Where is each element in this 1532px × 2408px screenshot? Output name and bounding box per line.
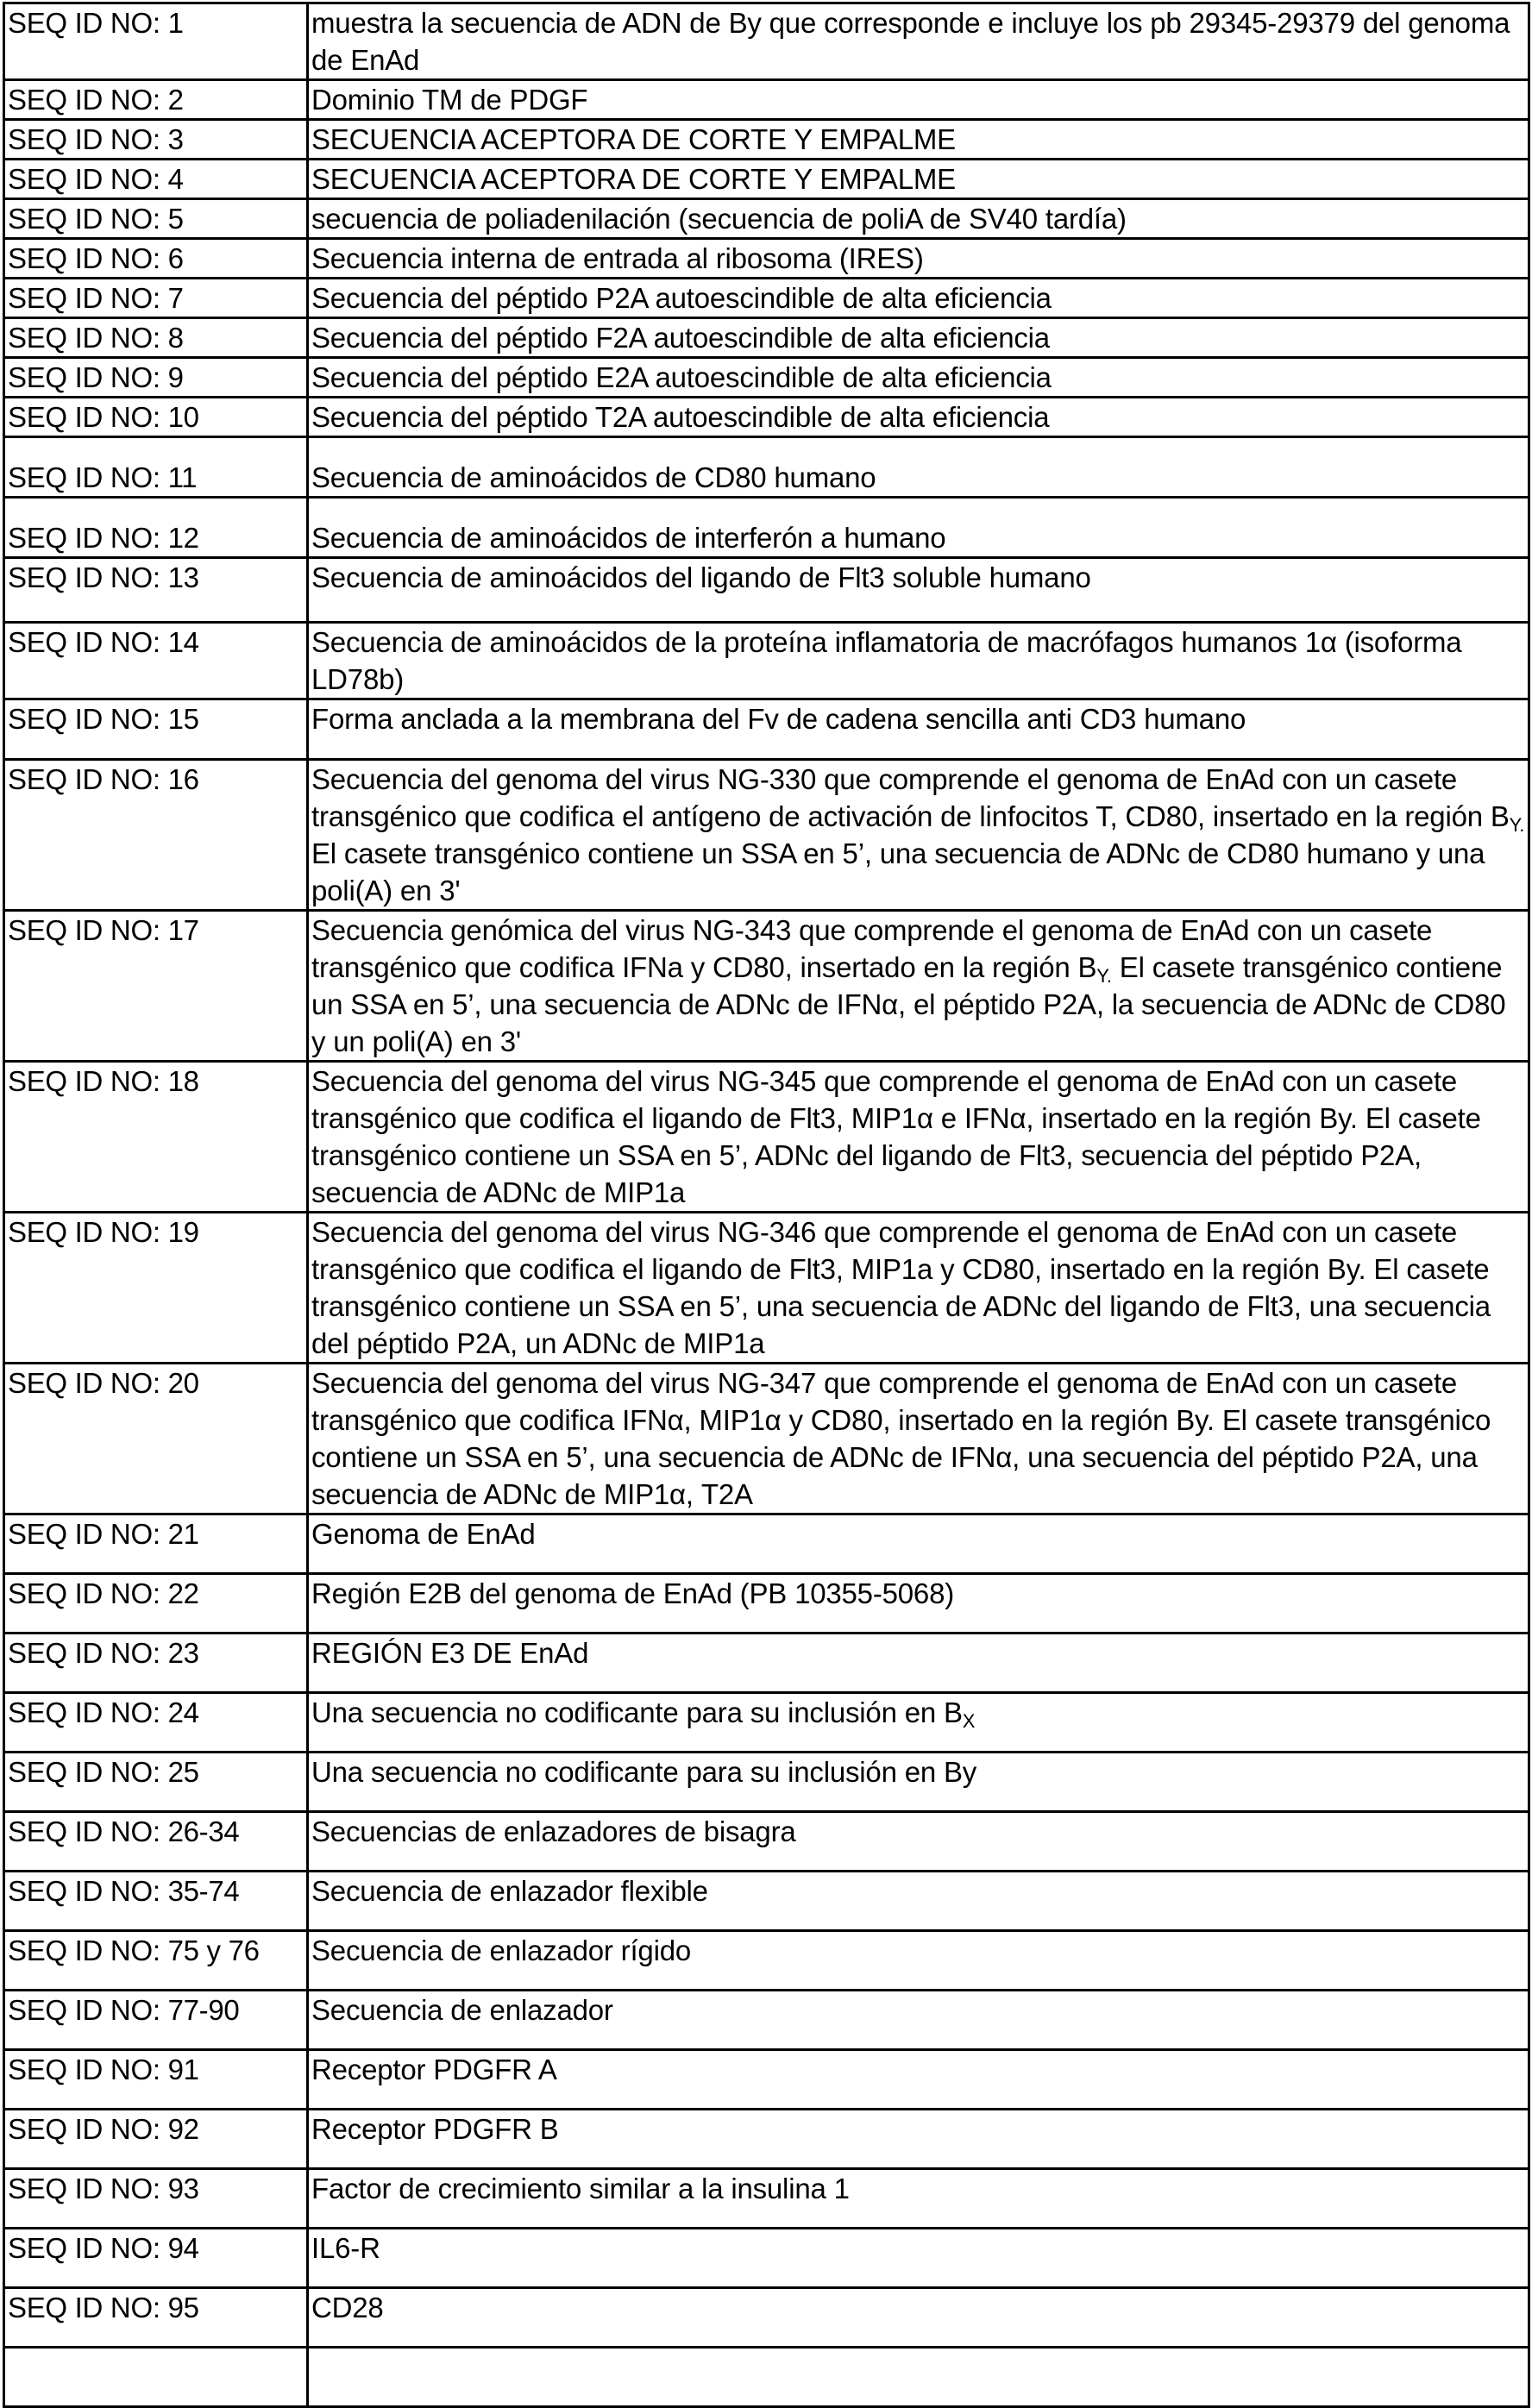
seq-id-cell: SEQ ID NO: 75 y 76 <box>4 1931 308 1991</box>
seq-id-cell: SEQ ID NO: 26-34 <box>4 1812 308 1872</box>
description-cell: Secuencia del genoma del virus NG-347 que comprende el genoma de EnAd con un casete transgénico que codifica IFNα, MIP1α y CD80, insertado en la región By. El casete transgénico contiene un SSA en 5’, una secuencia de ADNc de IFNα, una secuencia del péptido P2A, una secuencia de ADNc de MIP1α, T2A <box>308 1364 1529 1514</box>
seq-id-cell: SEQ ID NO: 21 <box>4 1514 308 1574</box>
description-cell: Secuencia de enlazador rígido <box>308 1931 1529 1991</box>
seq-id-cell: SEQ ID NO: 16 <box>4 760 308 911</box>
seq-id-cell: SEQ ID NO: 17 <box>4 911 308 1062</box>
description-cell: Secuencia del péptido T2A autoescindible de alta eficiencia <box>308 398 1529 437</box>
description-cell: SECUENCIA ACEPTORA DE CORTE Y EMPALME <box>308 120 1529 160</box>
description-cell: Factor de crecimiento similar a la insulina 1 <box>308 2169 1529 2229</box>
table-row <box>4 1693 1529 1753</box>
table-row <box>4 1812 1529 1872</box>
description-cell: Una secuencia no codificante para su inclusión en $B_X$ <box>308 1693 1529 1753</box>
table-row <box>4 699 1529 760</box>
description-cell: Secuencia del genoma del virus NG-330 que comprende el genoma de EnAd con un casete transgénico que codifica el antígeno de activación de linfocitos T, CD80, insertado en la región $B_{Y.}$ El casete transgénico contiene un SSA en 5’, una secuencia de ADNc de CD80 humano y una poli(A) en 3' <box>308 760 1529 911</box>
description-cell: Genoma de EnAd <box>308 1514 1529 1574</box>
description-cell: SECUENCIA ACEPTORA DE CORTE Y EMPALME <box>308 160 1529 199</box>
description-cell: secuencia de poliadenilación (secuencia de poliA de SV40 tardía) <box>308 199 1529 239</box>
table-row <box>4 1062 1529 1213</box>
table-row <box>4 1364 1529 1514</box>
seq-id-cell: SEQ ID NO: 1 <box>4 3 308 80</box>
description-cell <box>308 2348 1529 2407</box>
seq-id-cell: SEQ ID NO: 13 <box>4 558 308 623</box>
seq-id-cell: SEQ ID NO: 22 <box>4 1574 308 1634</box>
table-row <box>4 1574 1529 1634</box>
seq-id-cell: SEQ ID NO: 3 <box>4 120 308 160</box>
table-row <box>4 1991 1529 2050</box>
description-cell: Secuencia genómica del virus NG-343 que comprende el genoma de EnAd con un casete transgénico que codifica IFNa y CD80, insertado en la región $B_{Y.}$ El casete transgénico contiene un SSA en 5’, una secuencia de ADNc de IFNα, el péptido P2A, la secuencia de ADNc de CD80 y un poli(A) en 3' <box>308 911 1529 1062</box>
description-cell: Una secuencia no codificante para su inclusión en By <box>308 1753 1529 1812</box>
table-row <box>4 760 1529 911</box>
table-row <box>4 498 1529 558</box>
seq-id-cell: SEQ ID NO: 2 <box>4 80 308 120</box>
table-row <box>4 80 1529 120</box>
seq-id-cell: SEQ ID NO: 23 <box>4 1634 308 1693</box>
table-row <box>4 279 1529 318</box>
seq-id-cell: SEQ ID NO: 91 <box>4 2050 308 2110</box>
seq-id-cell: SEQ ID NO: 4 <box>4 160 308 199</box>
description-cell: Secuencia del genoma del virus NG-345 que comprende el genoma de EnAd con un casete transgénico que codifica el ligando de Flt3, MIP1α e IFNα, insertado en la región By. El casete transgénico contiene un SSA en 5’, ADNc del ligando de Flt3, secuencia del péptido P2A, secuencia de ADNc de MIP1a <box>308 1062 1529 1213</box>
description-cell: Secuencias de enlazadores de bisagra <box>308 1812 1529 1872</box>
seq-id-cell: SEQ ID NO: 11 <box>4 437 308 498</box>
table-row <box>4 437 1529 498</box>
description-cell: Secuencia del péptido E2A autoescindible de alta eficiencia <box>308 358 1529 398</box>
description-cell: Secuencia de aminoácidos del ligando de Flt3 soluble humano <box>308 558 1529 623</box>
table-row <box>4 2229 1529 2288</box>
seq-id-cell: SEQ ID NO: 8 <box>4 318 308 358</box>
description-cell: Secuencia de enlazador <box>308 1991 1529 2050</box>
table-row <box>4 558 1529 623</box>
seq-id-cell: SEQ ID NO: 93 <box>4 2169 308 2229</box>
table-row <box>4 911 1529 1062</box>
table-row <box>4 623 1529 699</box>
description-cell: Secuencia del péptido F2A autoescindible de alta eficiencia <box>308 318 1529 358</box>
seq-id-cell: SEQ ID NO: 20 <box>4 1364 308 1514</box>
table-row <box>4 3 1529 80</box>
seq-id-cell: SEQ ID NO: 15 <box>4 699 308 760</box>
table-row <box>4 1634 1529 1693</box>
table-row <box>4 1514 1529 1574</box>
description-cell: Secuencia de aminoácidos de la proteína inflamatoria de macrófagos humanos 1α (isoforma LD78b) <box>308 623 1529 699</box>
seq-id-cell: SEQ ID NO: 92 <box>4 2110 308 2169</box>
seq-id-cell: SEQ ID NO: 6 <box>4 239 308 279</box>
table-row <box>4 398 1529 437</box>
description-cell: Secuencia de aminoácidos de interferón a humano <box>308 498 1529 558</box>
description-cell: Región E2B del genoma de EnAd (PB 10355-5068) <box>308 1574 1529 1634</box>
seq-id-cell: SEQ ID NO: 95 <box>4 2288 308 2348</box>
seq-id-cell <box>4 2348 308 2407</box>
table-row <box>4 2348 1529 2407</box>
description-cell: Receptor PDGFR A <box>308 2050 1529 2110</box>
table-row <box>4 318 1529 358</box>
table-row <box>4 160 1529 199</box>
description-cell: IL6-R <box>308 2229 1529 2288</box>
description-cell: Forma anclada a la membrana del Fv de cadena sencilla anti CD3 humano <box>308 699 1529 760</box>
description-cell: muestra la secuencia de ADN de By que corresponde e incluye los pb 29345-29379 del genoma de EnAd <box>308 3 1529 80</box>
seq-id-cell: SEQ ID NO: 9 <box>4 358 308 398</box>
table-row <box>4 239 1529 279</box>
description-cell: Receptor PDGFR B <box>308 2110 1529 2169</box>
description-cell: Secuencia de aminoácidos de CD80 humano <box>308 437 1529 498</box>
seq-id-cell: SEQ ID NO: 24 <box>4 1693 308 1753</box>
seq-id-cell: SEQ ID NO: 14 <box>4 623 308 699</box>
description-cell: CD28 <box>308 2288 1529 2348</box>
table-row <box>4 358 1529 398</box>
description-cell: Dominio TM de PDGF <box>308 80 1529 120</box>
table-row <box>4 2050 1529 2110</box>
description-cell: Secuencia del péptido P2A autoescindible de alta eficiencia <box>308 279 1529 318</box>
seq-id-cell: SEQ ID NO: 94 <box>4 2229 308 2288</box>
seq-id-cell: SEQ ID NO: 12 <box>4 498 308 558</box>
table-row <box>4 1872 1529 1931</box>
seq-id-cell: SEQ ID NO: 25 <box>4 1753 308 1812</box>
seq-id-cell: SEQ ID NO: 77-90 <box>4 1991 308 2050</box>
description-cell: Secuencia del genoma del virus NG-346 que comprende el genoma de EnAd con un casete transgénico que codifica el ligando de Flt3, MIP1a y CD80, insertado en la región By. El casete transgénico contiene un SSA en 5’, una secuencia de ADNc del ligando de Flt3, una secuencia del péptido P2A, un ADNc de MIP1a <box>308 1213 1529 1364</box>
table-row <box>4 199 1529 239</box>
table-row <box>4 1753 1529 1812</box>
table-row <box>4 2169 1529 2229</box>
seq-id-cell: SEQ ID NO: 35-74 <box>4 1872 308 1931</box>
seq-id-cell: SEQ ID NO: 5 <box>4 199 308 239</box>
table-row <box>4 2288 1529 2348</box>
table-row <box>4 1931 1529 1991</box>
table-row <box>4 1213 1529 1364</box>
table-row <box>4 2110 1529 2169</box>
seq-id-cell: SEQ ID NO: 18 <box>4 1062 308 1213</box>
description-cell: Secuencia de enlazador flexible <box>308 1872 1529 1931</box>
seq-id-cell: SEQ ID NO: 10 <box>4 398 308 437</box>
table-row <box>4 120 1529 160</box>
description-cell: REGIÓN E3 DE EnAd <box>308 1634 1529 1693</box>
sequence-listing-table <box>3 2 1530 2408</box>
seq-id-cell: SEQ ID NO: 7 <box>4 279 308 318</box>
description-cell: Secuencia interna de entrada al ribosoma (IRES) <box>308 239 1529 279</box>
seq-id-cell: SEQ ID NO: 19 <box>4 1213 308 1364</box>
